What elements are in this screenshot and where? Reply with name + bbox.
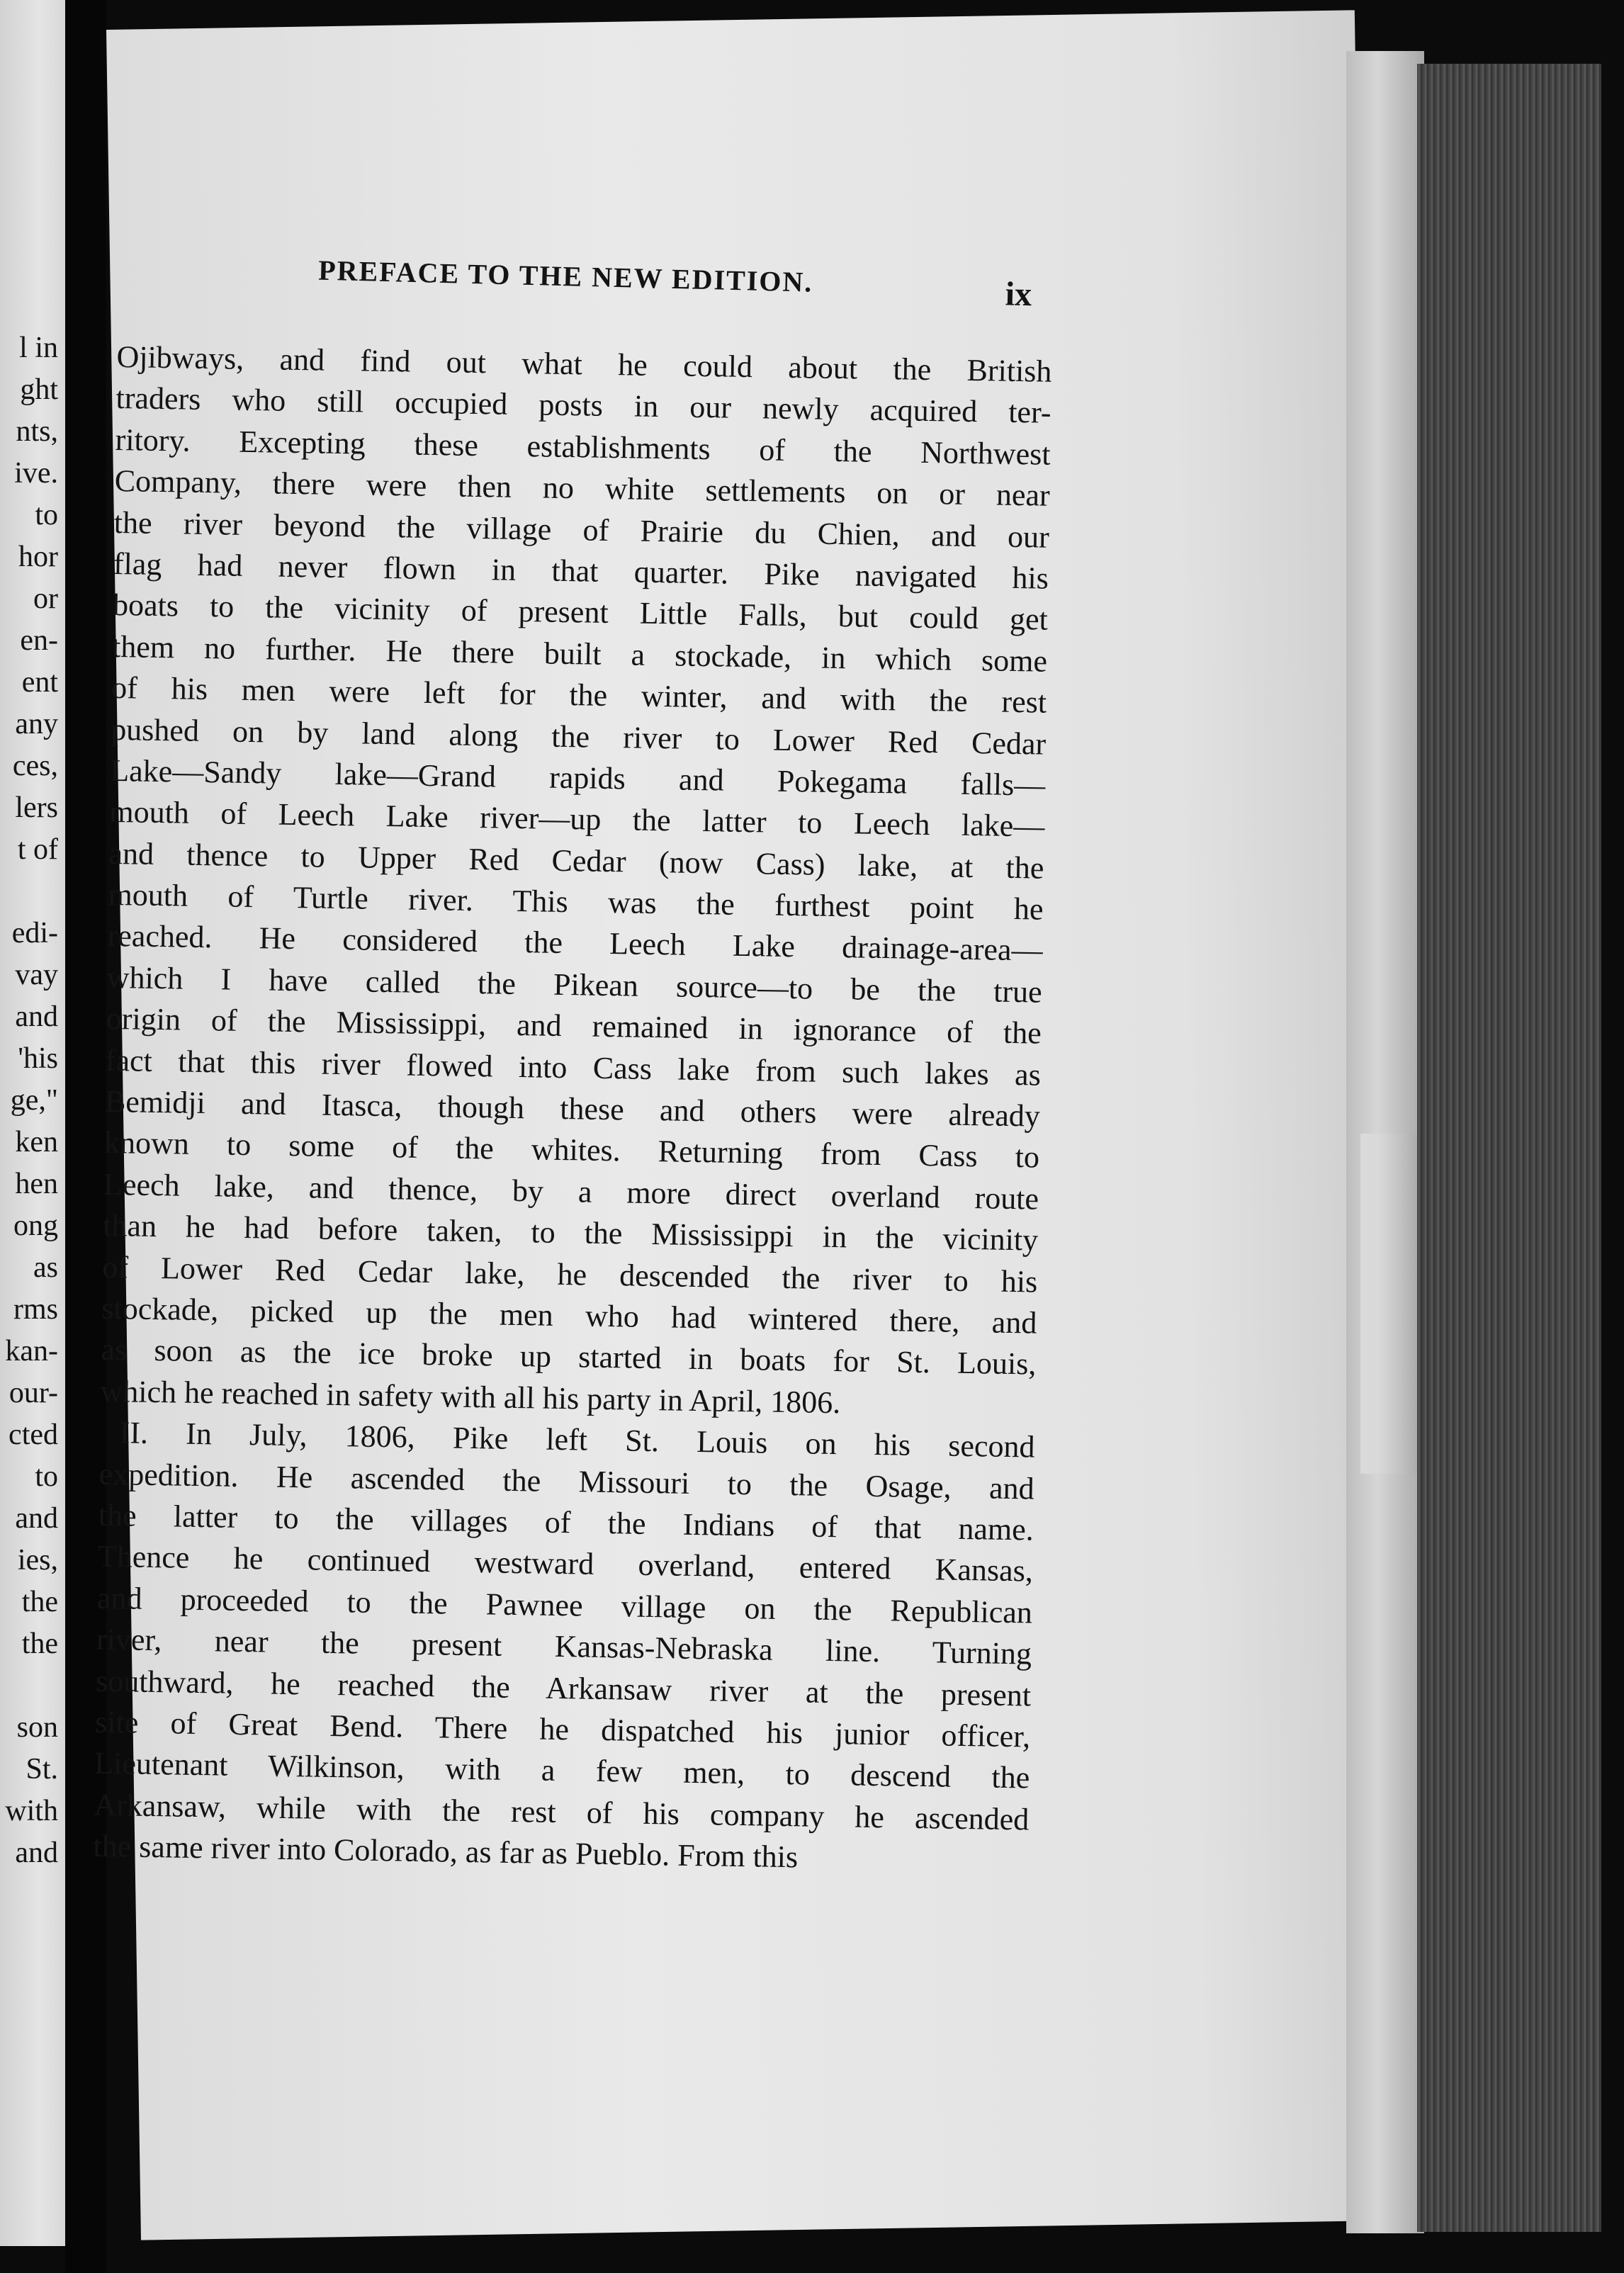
previous-page-line-end: l in <box>19 332 58 364</box>
previous-page-line-end: lers <box>15 791 58 824</box>
previous-page-line-end: our- <box>9 1377 58 1409</box>
text-line: Lieutenant Wilkinson, with a few men, to descend the <box>94 1746 1030 1795</box>
text-line: Arkansaw, while with the rest of his company he ascended <box>94 1787 1030 1837</box>
text-line: of Lower Red Cedar lake, he descended the river to his <box>101 1249 1038 1299</box>
text-line: mouth of Turtle river. This was the furthest point he <box>108 876 1044 927</box>
previous-page-line-end: ive. <box>14 457 58 490</box>
previous-page-line-end: rms <box>13 1293 58 1326</box>
previous-page-line-end: ces, <box>12 750 58 782</box>
text-line: Ojibways, and find out what he could about the British <box>116 339 1052 389</box>
text-line: boats to the vicinity of present Little Falls, but could get <box>112 587 1049 638</box>
page-number: ix <box>1005 275 1032 314</box>
previous-page-line-end: ge," <box>10 1084 58 1117</box>
previous-page-line-end: kan- <box>5 1335 58 1367</box>
text-line: mouth of Leech Lake river—up the latter to Leech lake— <box>109 794 1045 844</box>
text-line: II. In July, 1806, Pike left St. Louis on his second <box>119 1415 1035 1465</box>
text-line: traders who still occupied posts in our newly acquired ter- <box>115 380 1051 431</box>
previous-page-line-end: hor <box>18 541 58 573</box>
previous-page-line-end: to <box>35 499 58 531</box>
previous-page-line-end: ght <box>20 373 58 406</box>
previous-page-line-end: with <box>5 1795 58 1827</box>
text-line: them no further. He there built a stockade, in which some <box>111 628 1048 679</box>
previous-page-line-end: t of <box>17 833 58 866</box>
previous-page-line-end: ong <box>13 1209 58 1242</box>
previous-page-line-end: or <box>33 582 58 615</box>
text-line: than he had before taken, to the Mississippi in the vicinity <box>102 1208 1039 1258</box>
previous-page-line-end: and <box>15 1837 58 1869</box>
text-line: the same river into Colorado, as far as Pueblo. From this <box>93 1828 799 1875</box>
text-line: and thence to Upper Red Cedar (now Cass) lake, at the <box>108 835 1044 886</box>
text-line: as soon as the ice broke up started in boats for St. Louis, <box>101 1332 1037 1382</box>
text-line: which I have called the Pikean source—to be the true <box>106 959 1043 1010</box>
previous-page-line-end: vay <box>15 959 58 991</box>
text-line: southward, he reached the Arkansaw river at the present <box>95 1663 1032 1713</box>
text-line: Lake—Sandy lake—Grand rapids and Pokegama falls— <box>109 752 1046 803</box>
previous-page-line-end: any <box>15 708 58 740</box>
text-line: reached. He considered the Leech Lake drainage-area— <box>107 918 1043 969</box>
previous-page-line-end: cted <box>9 1418 58 1451</box>
text-line: fact that this river flowed into Cass lake from such lakes as <box>105 1042 1042 1093</box>
book-gutter <box>65 0 106 2273</box>
page-edge-highlight <box>1360 1134 1417 1474</box>
previous-page-line-end: as <box>33 1251 58 1284</box>
running-head: PREFACE TO THE NEW EDITION. <box>317 254 813 298</box>
body-text <box>93 337 1052 1882</box>
text-line: flag had never flown in that quarter. Pike navigated his <box>113 546 1049 596</box>
text-line: ritory. Excepting these establishments of the Northwest <box>115 422 1051 472</box>
text-line: river, near the present Kansas-Nebraska line. Turning <box>96 1621 1032 1671</box>
previous-page-line-end: and <box>15 1502 58 1535</box>
previous-page-line-end: to <box>35 1460 58 1493</box>
text-line: the river beyond the village of Prairie du Chien, and our <box>113 504 1050 555</box>
text-line: Thence he continued westward overland, entered Kansas, <box>97 1539 1034 1589</box>
previous-page-line-end: nts, <box>16 415 58 448</box>
previous-page-fragment <box>0 0 65 2246</box>
previous-page-line-end: the <box>21 1586 58 1618</box>
text-line: the latter to the villages of the Indians of that name. <box>98 1497 1034 1547</box>
previous-page-line-end: son <box>16 1711 58 1744</box>
previous-page-line-end: 'his <box>18 1042 58 1075</box>
previous-page-line-end: ies, <box>17 1544 58 1577</box>
book-page-stack <box>1417 64 1601 2232</box>
previous-page-line-end: and <box>15 1000 58 1033</box>
text-line: Bemidji and Itasca, though these and others were already <box>104 1083 1041 1134</box>
text-line: Leech lake, and thence, by a more direct overland route <box>103 1166 1039 1217</box>
text-line: site of Great Bend. There he dispatched his junior officer, <box>94 1704 1031 1754</box>
previous-page-line-end: hen <box>15 1168 58 1200</box>
text-line: of his men were left for the winter, and with the rest <box>111 670 1047 720</box>
previous-page-line-end: ken <box>15 1126 58 1158</box>
text-line: known to some of the whites. Returning from Cass to <box>103 1125 1040 1175</box>
text-line: and proceeded to the Pawnee village on the Republican <box>96 1580 1033 1630</box>
text-line: Company, there were then no white settlements on or near <box>114 463 1051 513</box>
text-line: stockade, picked up the men who had wintered there, and <box>101 1290 1037 1341</box>
previous-page-line-end: en- <box>20 624 58 657</box>
text-line: pushed on by land along the river to Lower Red Cedar <box>110 711 1047 762</box>
previous-page-line-end: St. <box>26 1753 58 1786</box>
previous-page-line-end: ent <box>21 666 58 699</box>
text-line: which he reached in safety with all his party in April, 1806. <box>100 1373 841 1420</box>
previous-page-line-end: edi- <box>11 917 58 949</box>
previous-page-line-end: the <box>21 1628 58 1660</box>
text-line: expedition. He ascended the Missouri to the Osage, and <box>98 1456 1035 1506</box>
text-line: origin of the Mississippi, and remained in ignorance of the <box>106 1001 1042 1051</box>
